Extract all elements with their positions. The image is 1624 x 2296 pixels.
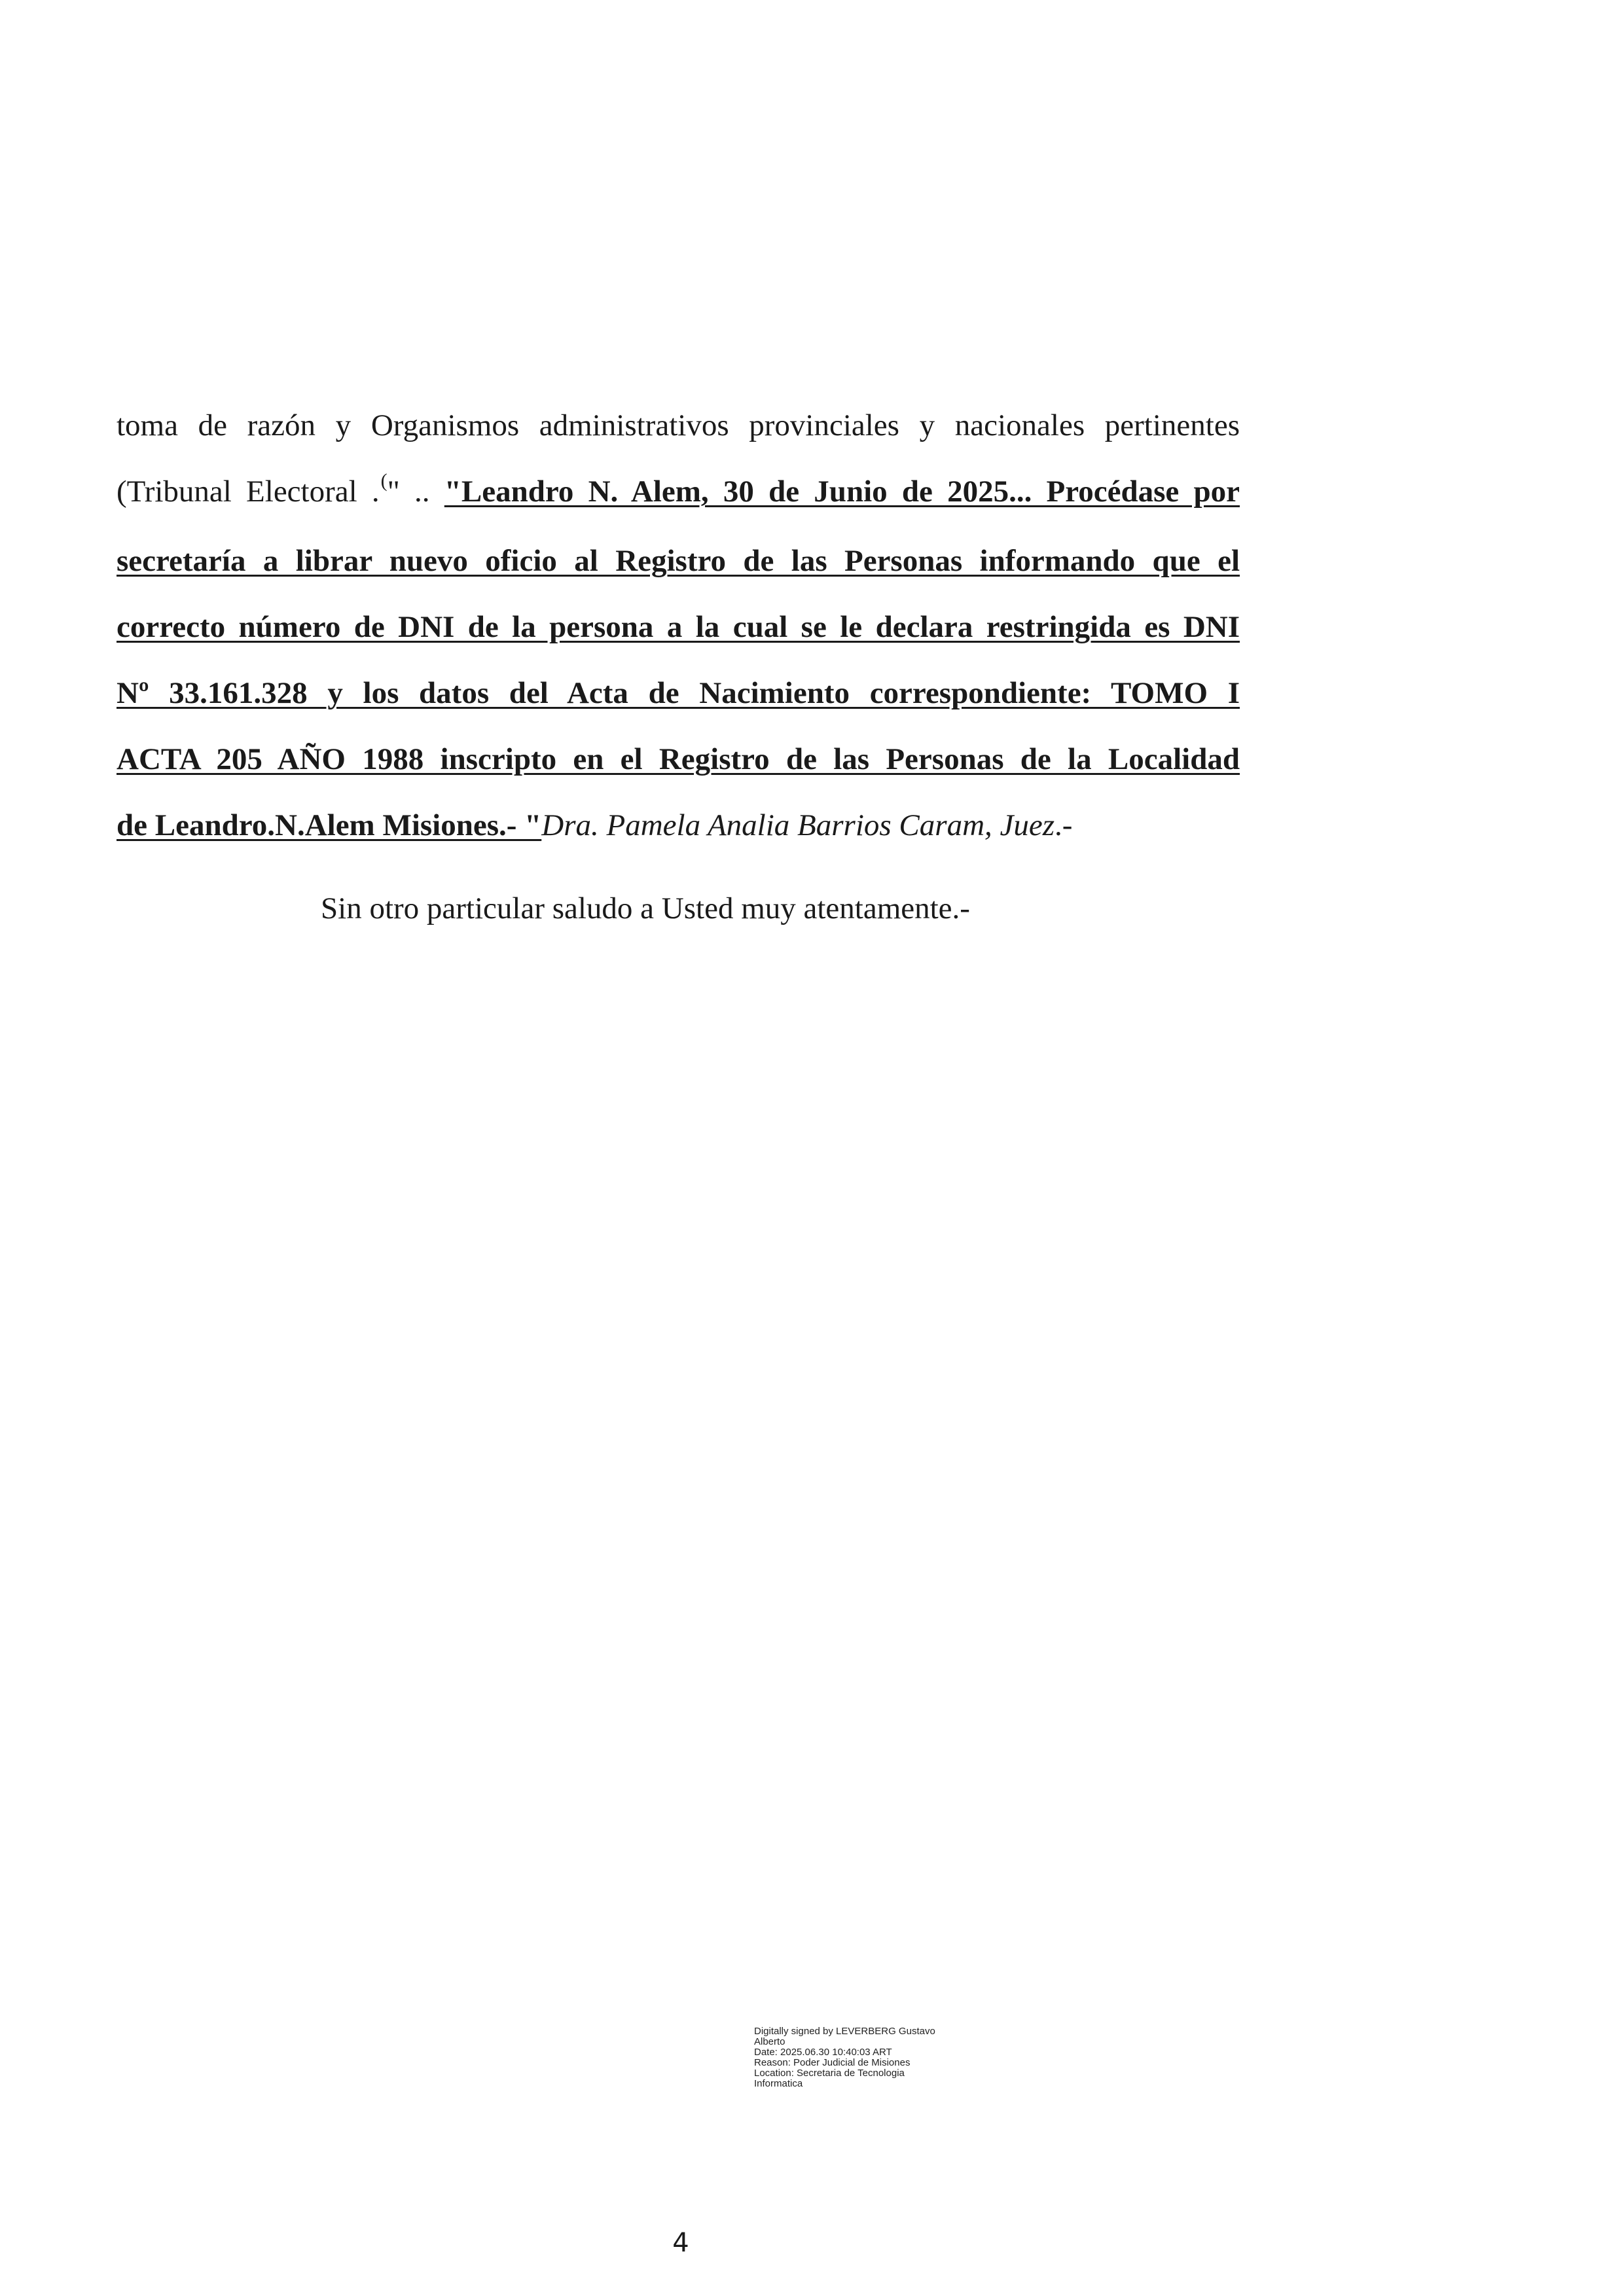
text-segment: (Tribunal Electoral .: [117, 475, 380, 509]
signature-line: Reason: Poder Judicial de Misiones: [754, 2057, 911, 2068]
text-line: [117, 660, 1240, 726]
text-segment: toma de razón y Organismos administrativos provinciales y nacionales pertinentes: [117, 408, 1240, 442]
quoted-resolution-text: ACTA 205 AÑO 1988 inscripto en el Registro de las Personas de la Localidad: [117, 742, 1240, 776]
text-line: [117, 459, 1240, 528]
quoted-resolution-text: Nº 33.161.328 y los datos del Acta de Nacimiento correspondiente: TOMO I: [117, 676, 1240, 710]
page-number: 4: [672, 2228, 689, 2258]
text-line: [117, 393, 1240, 459]
signature-line: Location: Secretaria de Tecnologia: [754, 2068, 905, 2079]
text-line: [117, 528, 1240, 594]
text-line: [117, 793, 1240, 859]
signature-line: Date: 2025.06.30 10:40:03 ART: [754, 2047, 892, 2058]
signature-line: Informatica: [754, 2078, 803, 2089]
text-segment: " ..: [387, 475, 444, 509]
text-line: [117, 726, 1240, 793]
text-line: [117, 594, 1240, 660]
signature-line: Digitally signed by LEVERBERG Gustavo: [754, 2026, 935, 2037]
closing-line: Sin otro particular saludo a Usted muy atentamente.-: [321, 891, 970, 925]
judge-name: Dra. Pamela Analia Barrios Caram, Juez: [541, 808, 1055, 842]
text-segment: .-: [1055, 808, 1073, 842]
quoted-resolution-text: "Leandro N. Alem, 30 de Junio de 2025... Procédase por: [444, 475, 1240, 509]
quoted-resolution-text: de Leandro.N.Alem Misiones.- ": [117, 808, 542, 842]
body-paragraph: [117, 393, 1240, 859]
superscript-mark: (: [380, 470, 388, 492]
quoted-resolution-text: secretaría a librar nuevo oficio al Registro de las Personas informando que el: [117, 544, 1240, 578]
digital-signature-block: [754, 2026, 1003, 2089]
quoted-resolution-text: correcto número de DNI de la persona a la cual se le declara restringida es DNI: [117, 610, 1240, 644]
signature-line: Alberto: [754, 2036, 785, 2047]
